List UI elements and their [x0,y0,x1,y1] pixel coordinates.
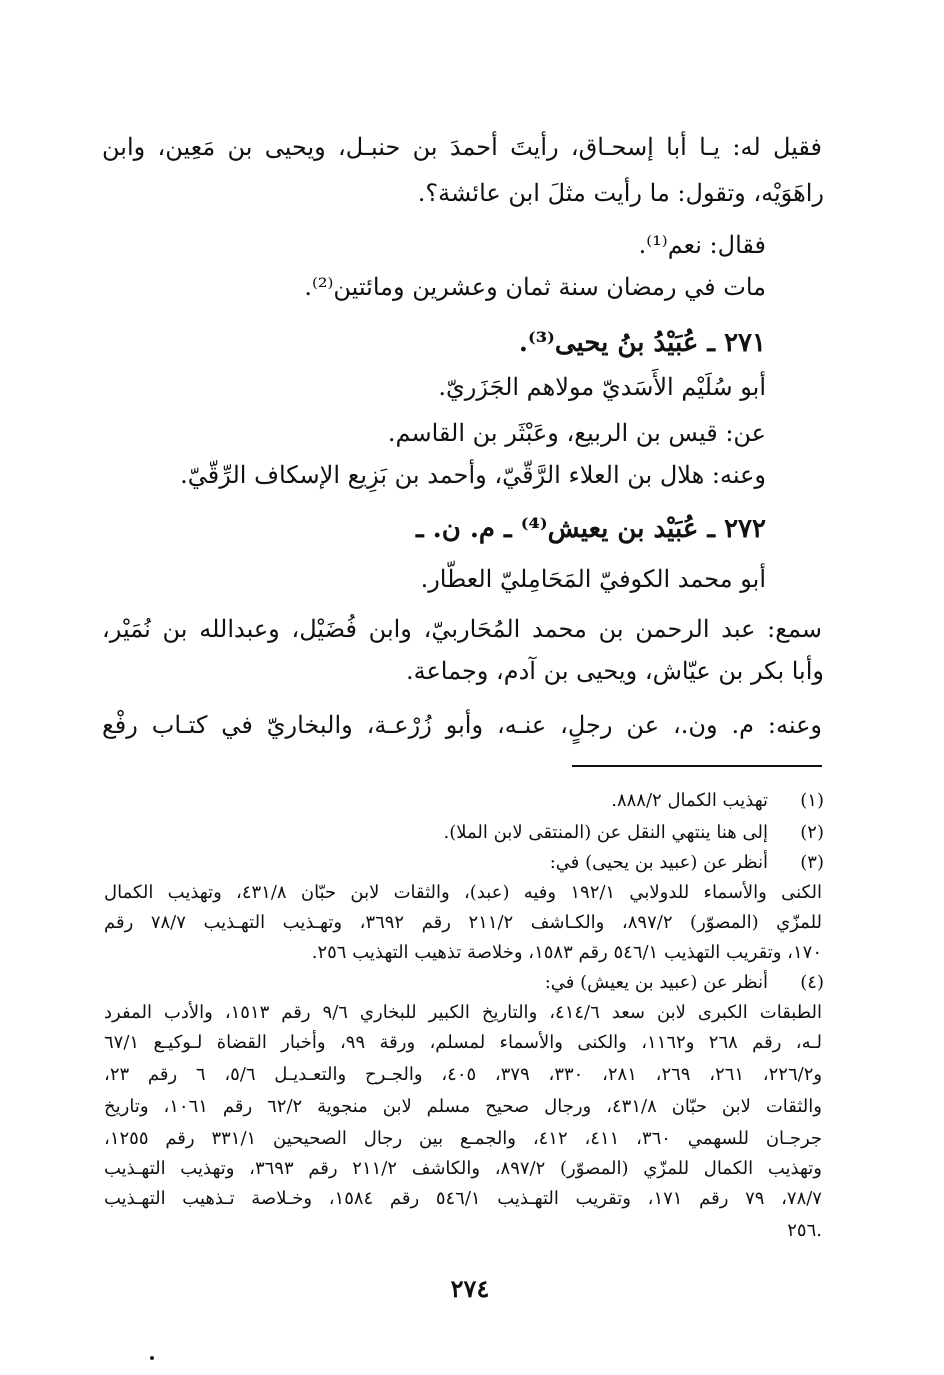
body-line: وأبا بكر بن عيّاش، ويحيى بن آدم، وجماعة. [405,657,824,685]
footnote-text: إلى هنا ينتهي النقل عن (المنتقى لابن الملا). [443,822,768,843]
footnote-text: وتهذيب الكمال للمزّي (المصوّر) ٨٩٧/٢، والكاشف ٢١١/٢ رقم ٣٦٩٣، وتهذيب التهـذيب [104,1158,822,1179]
body-line: وعنه: م. ون.، عن رجلٍ، عنـه، وأبو زُرْعـة، والبخاريّ في كتـاب رفْع [102,711,822,739]
footnote-text: جرجـان للسهمي ٣٦٠، ٤١١، ٤١٢، والجمـع بين رجال الصحيحين ٣٣١/١ رقم ١٢٥٥، [104,1128,822,1149]
body-line: مات في رمضان سنة ثمان وعشرين ومائتين⁽²⁾. [304,273,766,301]
footnote-text: الطبقات الكبرى لابن سعد ٤١٤/٦، والتاريخ الكبير للبخاري ٩/٦ رقم ١٥١٣، والأدب المفرد [104,1002,822,1023]
footnote-number: (٢) [800,822,824,843]
body-line: سمع: عبد الرحمن بن محمد المُحَاربيّ، وابن فُضَيْل، وعبدالله بن نُمَيْر، [102,615,822,643]
footnote-number: (١) [800,790,824,811]
body-line: فقيل له: يـا أبا إسحـاق، رأيتَ أحمدَ بن حنبـل، ويحيى بن مَعِين، وابن [102,133,822,161]
footnote-text: لـه، رقم ٢٦٨ و١١٦٢، والكنى والأسماء لمسلم، ورقة ٩٩، وأخبار القضاة لـوكيـع ٦٧/١ [104,1032,823,1053]
footnote-text: أنظر عن (عبيد بن يعيش) في: [544,972,768,993]
entry-heading: ٢٧٢ ـ عُبَيْد بن يعيش⁽⁴⁾ ـ م. ن. ـ [415,514,766,544]
body-line: عن: قيس بن الربيع، وعَبْثَر بن القاسم. [387,419,766,447]
page-number: ٢٧٤ [450,1274,490,1303]
body-line: أبو محمد الكوفيّ المَحَامِليّ العطّار. [420,565,766,593]
footnote-separator [572,765,822,767]
body-line: فقال: نعم⁽¹⁾. [638,231,766,259]
entry-heading: ٢٧١ ـ عُبَيْدُ بنُ يحيى⁽³⁾. [518,328,766,358]
footnote-text: أنظر عن (عبيد بن يحيى) في: [549,852,768,873]
body-line: أبو سُلَيْم الأَسَديّ مولاهم الجَزَريّ. [438,373,766,401]
footnote-text: ٢٥٦. [787,1220,822,1241]
body-line: وعنه: هلال بن العلاء الرَّقّيّ، وأحمد بن بَزِيع الإسكاف الرِّقّيّ. [180,461,766,489]
ink-speck [150,1356,154,1360]
footnote-number: (٤) [800,972,824,993]
body-line: راهَوَيْه، وتقول: ما رأيت مثلَ ابن عائشة؟. [417,179,824,207]
footnote-number: (٣) [800,852,824,873]
footnote-text: تهذيب الكمال ٨٨٨/٢. [611,790,768,811]
footnote-text: للمزّي (المصوّر) ٨٩٧/٢، والكـاشف ٢١١/٢ رقم ٣٦٩٢، وتهـذيب التهـذيب ٧٨/٧ رقم [104,912,823,933]
footnote-text: والثقات لابن حبّان ٤٣١/٨، ورجال صحيح مسلم لابن منجوية ٦٢/٢ رقم ١٠٦١، وتاريخ [104,1096,822,1117]
footnote-text: ٧٨/٧، ٧٩ رقم ١٧١، وتقريب التهـذيب ٥٤٦/١ رقم ١٥٨٤، وخـلاصة تـذهيب التهـذيب [104,1188,822,1209]
footnote-text: الكنى والأسماء للدولابي ١٩٢/١ وفيه (عبد)، والثقات لابن حبّان ٤٣١/٨، وتهذيب الكمال [104,882,822,903]
footnote-text: و٢٢٦/٢، ٢٦١، ٢٦٩، ٢٨١، ٣٣٠، ٣٧٩، ٤٠٥، والجـرح والتعـديـل ٥/٦، ٦ رقم ٢٣، [104,1064,823,1085]
footnote-text: ١٧٠، وتقريب التهذيب ٥٤٦/١ رقم ١٥٨٣، وخلاصة تذهيب التهذيب ٢٥٦. [311,942,822,963]
